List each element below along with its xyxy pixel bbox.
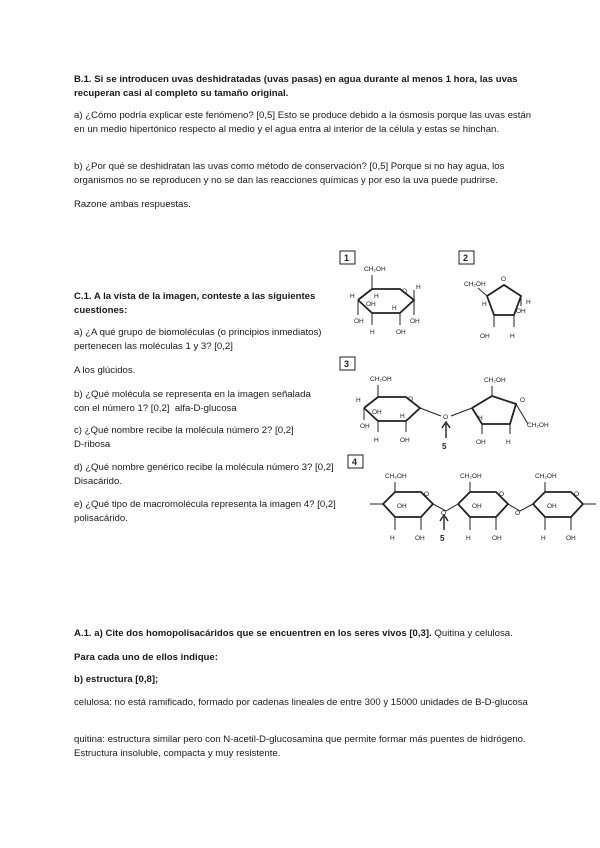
- label-3: 3: [344, 359, 350, 369]
- a1-a-answer: Quitina y celulosa.: [431, 628, 513, 639]
- m3-h3: H: [374, 437, 379, 444]
- b1-a-answer: Esto se produce debido a la ósmosis porque las uvas están en un medio hipertónico respecto al medio y el agua entra al interior de la célula y estas se hinchan.: [74, 110, 532, 135]
- m4-oh-4: OH: [415, 535, 425, 542]
- m3-oh1: OH: [372, 409, 382, 416]
- m1-h2: H: [374, 293, 379, 300]
- a1-cellulose-answer: celulosa: no está ramificado, formado por cadenas lineales de entre 300 y 15000 unidades de B-D-glucosa: [74, 697, 528, 708]
- c1-e-answer: polisacárido.: [74, 513, 128, 524]
- c1-c-answer: D-ribosa: [74, 439, 111, 450]
- a1-chitin-answer: quitina: estructura similar pero con N-acetil-D-glucosamina que permite formar más puentes de hidrógeno. Estructura insoluble, compacta y muy resistente.: [74, 734, 526, 759]
- m2-oh1: OH: [516, 308, 526, 315]
- m3-oh4: OH: [476, 439, 486, 446]
- b1-b-answer: Porque si no hay agua, los organismos no se reproducen y no se dan las reacciones químicas y por eso la uva puede pudrirse.: [74, 161, 505, 186]
- m3-ring-o-1: O: [408, 396, 414, 403]
- b1-a-question: a) ¿Cómo podría explicar este fenómeno? [0,5]: [74, 110, 276, 121]
- m4-oh-1: OH: [397, 503, 407, 510]
- m4-h-2: H: [466, 535, 471, 542]
- m3-arrow-label: 5: [442, 442, 447, 451]
- c1-c-question: c) ¿Qué nombre recibe la molécula número 2? [0,2]: [74, 425, 294, 436]
- molecule-3-disaccharide: [364, 385, 528, 438]
- m4-arrow-label: 5: [440, 534, 445, 543]
- c1-intro: C.1. A la vista de la imagen, conteste a las siguientes cuestiones:: [74, 291, 316, 316]
- m4-h-3: H: [541, 535, 546, 542]
- m1-ch2oh: CH₂OH: [364, 266, 386, 273]
- m3-oh2: OH: [360, 423, 370, 430]
- m3-ring-o-2: O: [520, 397, 526, 404]
- a1-question-b: b) estructura [0,8];: [74, 674, 159, 685]
- m4-h-1: H: [390, 535, 395, 542]
- label-1: 1: [344, 253, 350, 263]
- c1-answer-a: A los glúcidos.: [74, 365, 136, 376]
- m3-ch2oh-3: CH₂OH: [527, 422, 549, 429]
- m1-h1: H: [350, 293, 355, 300]
- m4-oh-5: OH: [492, 535, 502, 542]
- m2-h1: H: [526, 299, 531, 306]
- m4-ring-o-3: O: [574, 491, 580, 498]
- c1-b-question: b) ¿Qué molécula se representa en la imagen señalada con el número 1? [0,2]: [74, 389, 311, 414]
- m1-oh3: OH: [410, 318, 420, 325]
- a1-subheading: Para cada uno de ellos indique:: [74, 652, 218, 663]
- a1-question-a: [74, 627, 544, 641]
- c1-d-question: d) ¿Qué nombre genérico recibe la molécula número 3? [0,2]: [74, 462, 334, 473]
- b1-reason: Razone ambas respuestas.: [74, 199, 191, 210]
- m1-oh4: OH: [396, 329, 406, 336]
- m3-ch2oh-1: CH₂OH: [370, 376, 392, 383]
- c1-e-question: e) ¿Qué tipo de macromolécula representa la imagen 4? [0,2]: [74, 499, 336, 510]
- m1-h5: H: [370, 329, 375, 336]
- m1-ring-o: O: [402, 288, 408, 295]
- m1-oh2: OH: [354, 318, 364, 325]
- label-2: 2: [463, 253, 469, 263]
- c1-b-answer: alfa-D-glucosa: [174, 403, 237, 414]
- c1-d-answer: Disacárido.: [74, 476, 122, 487]
- m3-oh3: OH: [400, 437, 410, 444]
- molecule-1-glucose: [358, 275, 414, 325]
- m4-bridge-o-2: O: [515, 510, 521, 517]
- m4-ch2oh-2: CH₂OH: [460, 473, 482, 480]
- m4-oh-2: OH: [472, 503, 482, 510]
- m2-h2: H: [482, 301, 487, 308]
- m3-ch2oh-2: CH₂OH: [484, 377, 506, 384]
- m4-ring-o-2: O: [499, 491, 505, 498]
- m3-h1: H: [356, 397, 361, 404]
- m1-h4: H: [392, 305, 397, 312]
- m4-oh-3: OH: [547, 503, 557, 510]
- m4-ch2oh-3: CH₂OH: [535, 473, 557, 480]
- m2-h3: H: [510, 333, 515, 340]
- m4-bridge-o-1: O: [441, 510, 447, 517]
- m4-ch2oh-1: CH₂OH: [385, 473, 407, 480]
- m2-ch2oh: CH₂OH: [464, 281, 486, 288]
- m1-oh1: OH: [366, 301, 376, 308]
- b1-b-question: b) ¿Por qué se deshidratan las uvas como método de conservación? [0,5]: [74, 161, 389, 172]
- b1-intro: B.1. Si se introducen uvas deshidratadas (uvas pasas) en agua durante al menos 1 hora, las uvas recuperan casi al completo su tamaño original.: [74, 74, 518, 99]
- c1-question-a: a) ¿A qué grupo de biomoléculas (o principios inmediatos) pertenecen las moléculas 1 y 3? [0,2]: [74, 327, 322, 352]
- a1-a-question: A.1. a) Cite dos homopolisacáridos que se encuentren en los seres vivos [0,3].: [74, 628, 432, 639]
- m2-oh2: OH: [480, 333, 490, 340]
- m1-h3: H: [416, 284, 421, 291]
- m3-bridge-o: O: [443, 414, 449, 421]
- m3-h5: H: [506, 439, 511, 446]
- label-4: 4: [352, 457, 358, 467]
- m2-ring-o: O: [501, 276, 507, 283]
- m4-oh-6: OH: [566, 535, 576, 542]
- m3-h2: H: [400, 413, 405, 420]
- m4-ring-o-1: O: [424, 491, 430, 498]
- m3-h4: H: [478, 415, 483, 422]
